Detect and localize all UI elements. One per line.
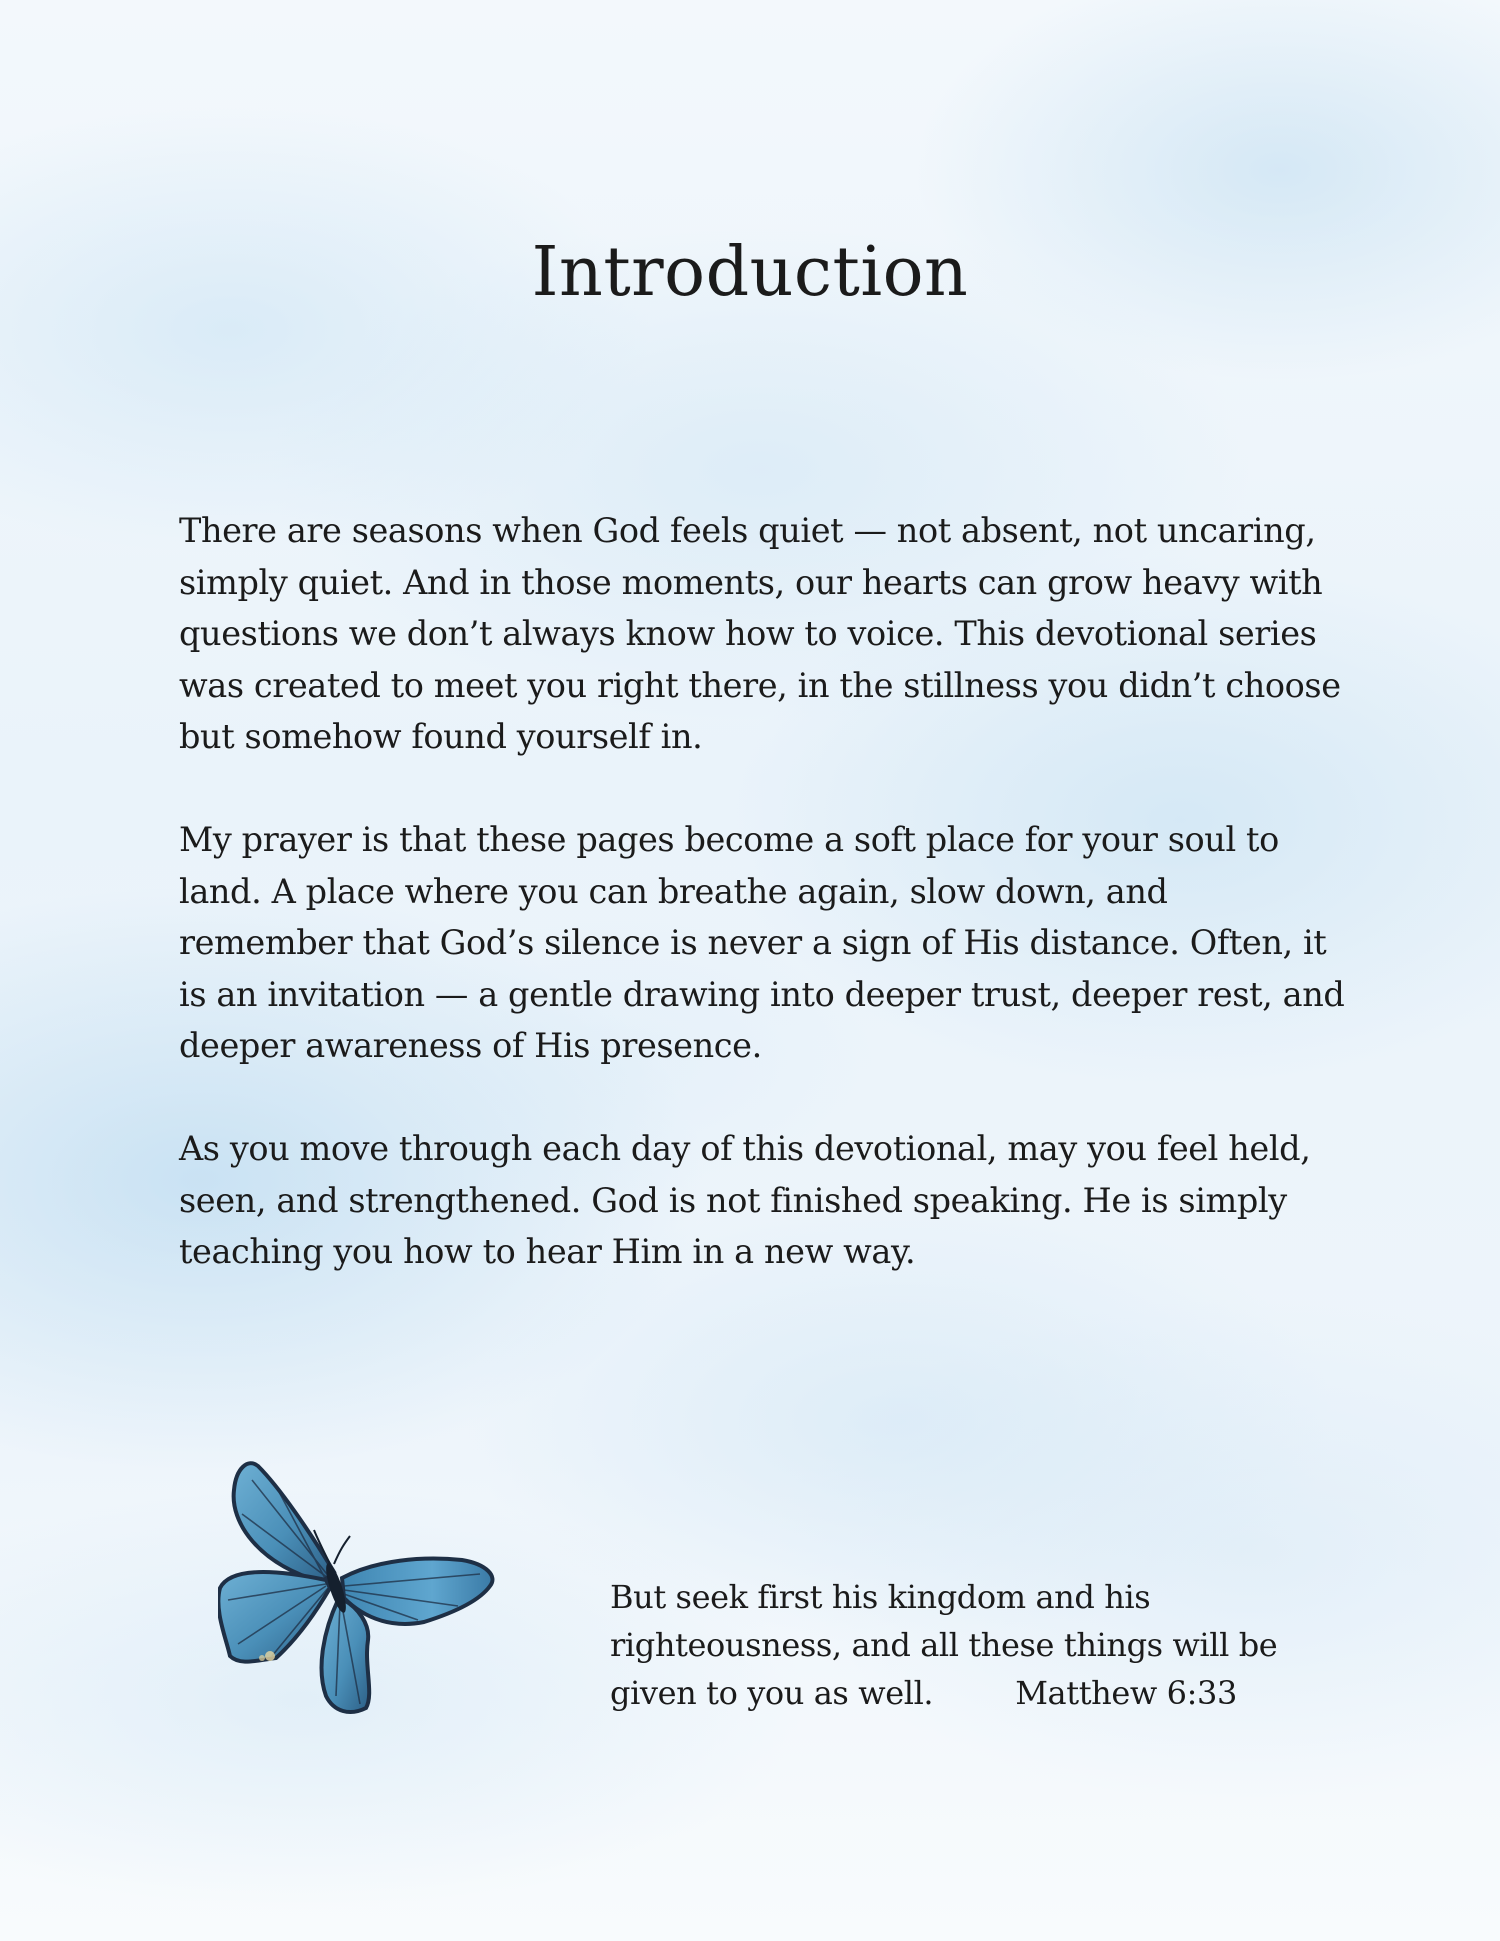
paragraph-1: There are seasons when God feels quiet — not absent, not uncaring, simply quiet. And in those moments, our hearts can grow heavy with questions we don’t always know how to voice. This devotional series was created to meet you right there, in the stillness you didn’t choose but somehow found yourself in. [179, 511, 1341, 756]
verse-reference: Matthew 6:33 [1015, 1674, 1237, 1712]
butterfly-icon [218, 1460, 498, 1716]
scripture-verse [610, 1573, 1370, 1717]
page-title: Introduction [531, 233, 969, 312]
verse-text: But seek first his kingdom and his righteousness, and all these things will be given to you as well. [610, 1578, 1278, 1712]
paragraph-2: My prayer is that these pages become a soft place for your soul to land. A place where you can breathe again, slow down, and remember that God’s silence is never a sign of His distance. Often, it is an invitation — a gentle drawing into deeper trust, deeper rest, and deeper awareness of His presence. [179, 820, 1345, 1065]
introduction-body [179, 505, 1349, 1329]
paragraph-3: As you move through each day of this devotional, may you feel held, seen, and strengthened. God is not finished speaking. He is simply teaching you how to hear Him in a new way. [179, 1129, 1311, 1271]
